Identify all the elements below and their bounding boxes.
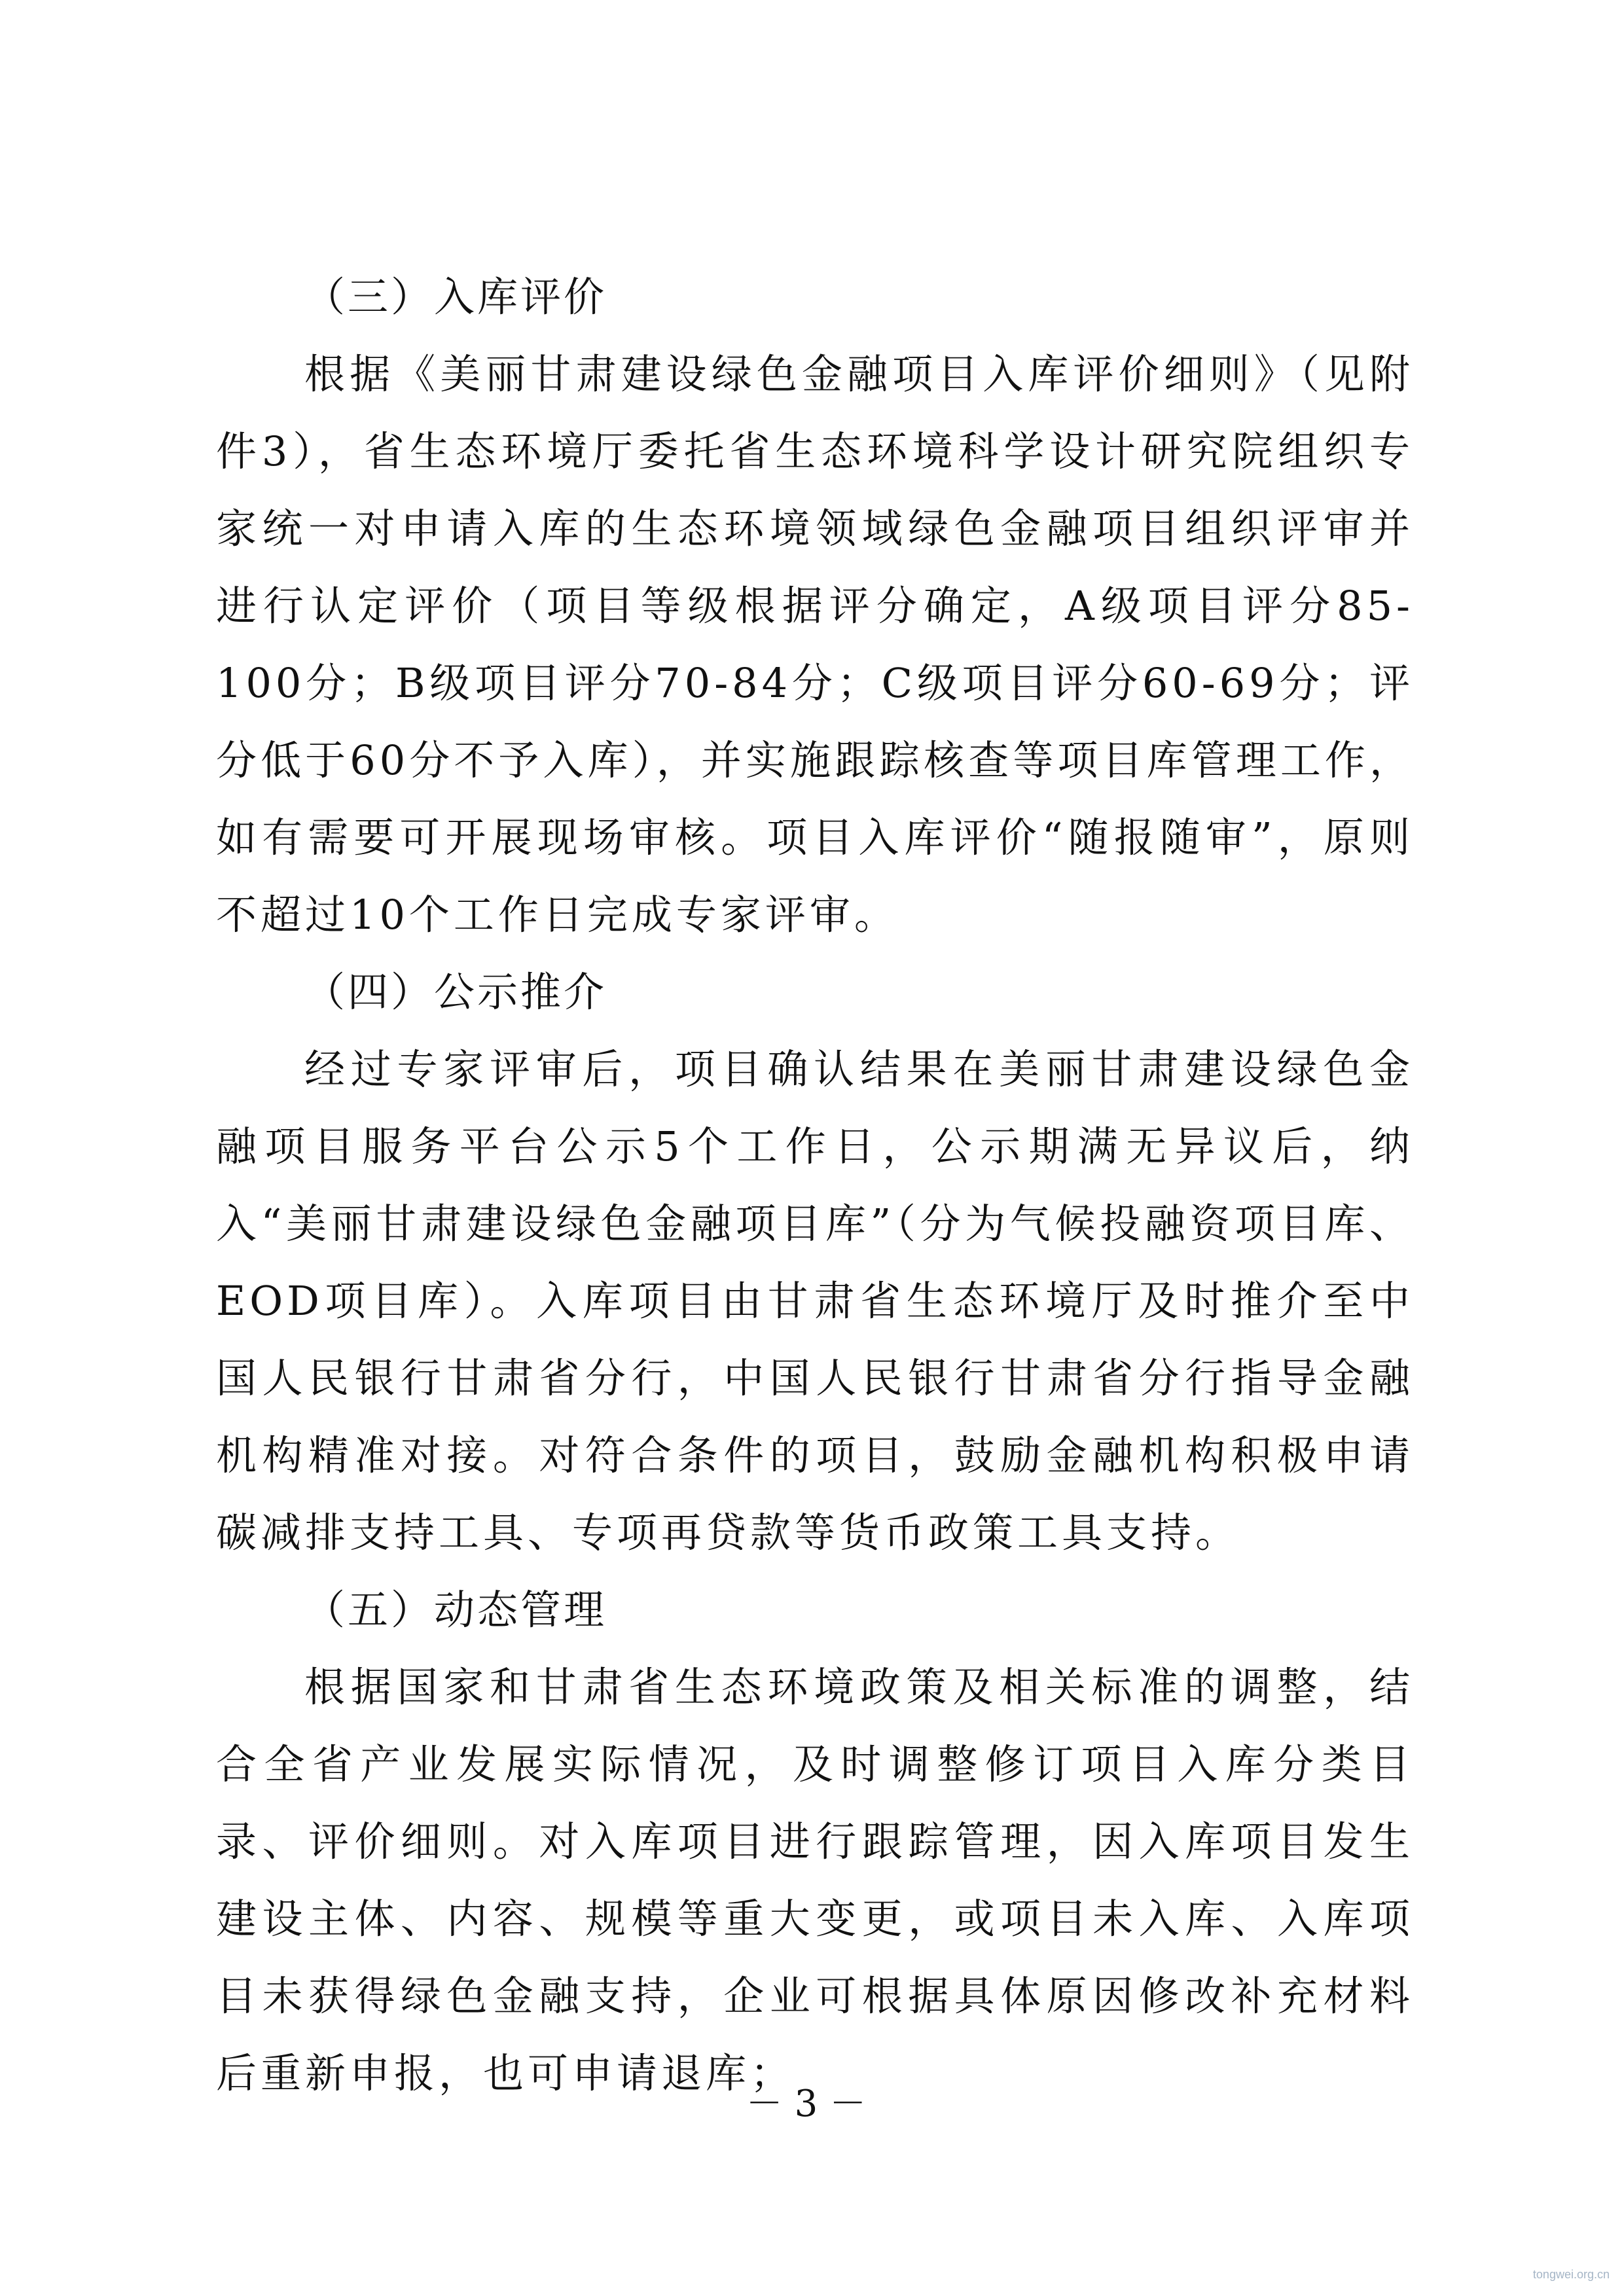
document-body: [216, 259, 1414, 2112]
section-paragraph: 根据国家和甘肃省生态环境政策及相关标准的调整，结合全省产业发展实际情况，及时调整修订项目入库分类目录、评价细则。对入库项目进行跟踪管理，因入库项目发生建设主体、内容、规模等重大变更，或项目未入库、入库项目未获得绿色金融支持，企业可根据具体原因修改补充材料后重新申报，也可申请退库；: [216, 1663, 1414, 2097]
section-heading: （五）动态管理: [304, 1586, 607, 1634]
section-ruku-pingjia: [216, 259, 1414, 954]
section-paragraph: 根据《美丽甘肃建设绿色金融项目入库评价细则》（见附件3），省生态环境厅委托省生态环境科学设计研究院组织专家统一对申请入库的生态环境领域绿色金融项目组织评审并进行认定评价（项目等级根据评分确定，A级项目评分85-100分；B级项目评分70-84分；C级项目评分60-69分；评分低于60分不予入库），并实施跟踪核查等项目库管理工作，如有需要可开展现场审核。项目入库评价“随报随审”，原则不超过10个工作日完成专家评审。: [216, 350, 1414, 939]
page-number: －3－: [746, 2083, 878, 2125]
section-dongtai-guanli: [216, 1571, 1414, 2112]
section-paragraph: 经过专家评审后，项目确认结果在美丽甘肃建设绿色金融项目服务平台公示5个工作日，公示期满无异议后，纳入“美丽甘肃建设绿色金融项目库”（分为气候投融资项目库、EOD项目库）。入库项目由甘肃省生态环境厅及时推介至中国人民银行甘肃省分行，中国人民银行甘肃省分行指导金融机构精准对接。对符合条件的项目，鼓励金融机构积极申请碳减排支持工具、专项再贷款等货币政策工具支持。: [216, 1045, 1414, 1556]
section-heading: （四）公示推介: [304, 968, 607, 1016]
section-gongshi-tuijie: [216, 954, 1414, 1571]
watermark: tongwei.org.cn: [1532, 2268, 1610, 2281]
section-heading: （三）入库评价: [304, 273, 607, 321]
